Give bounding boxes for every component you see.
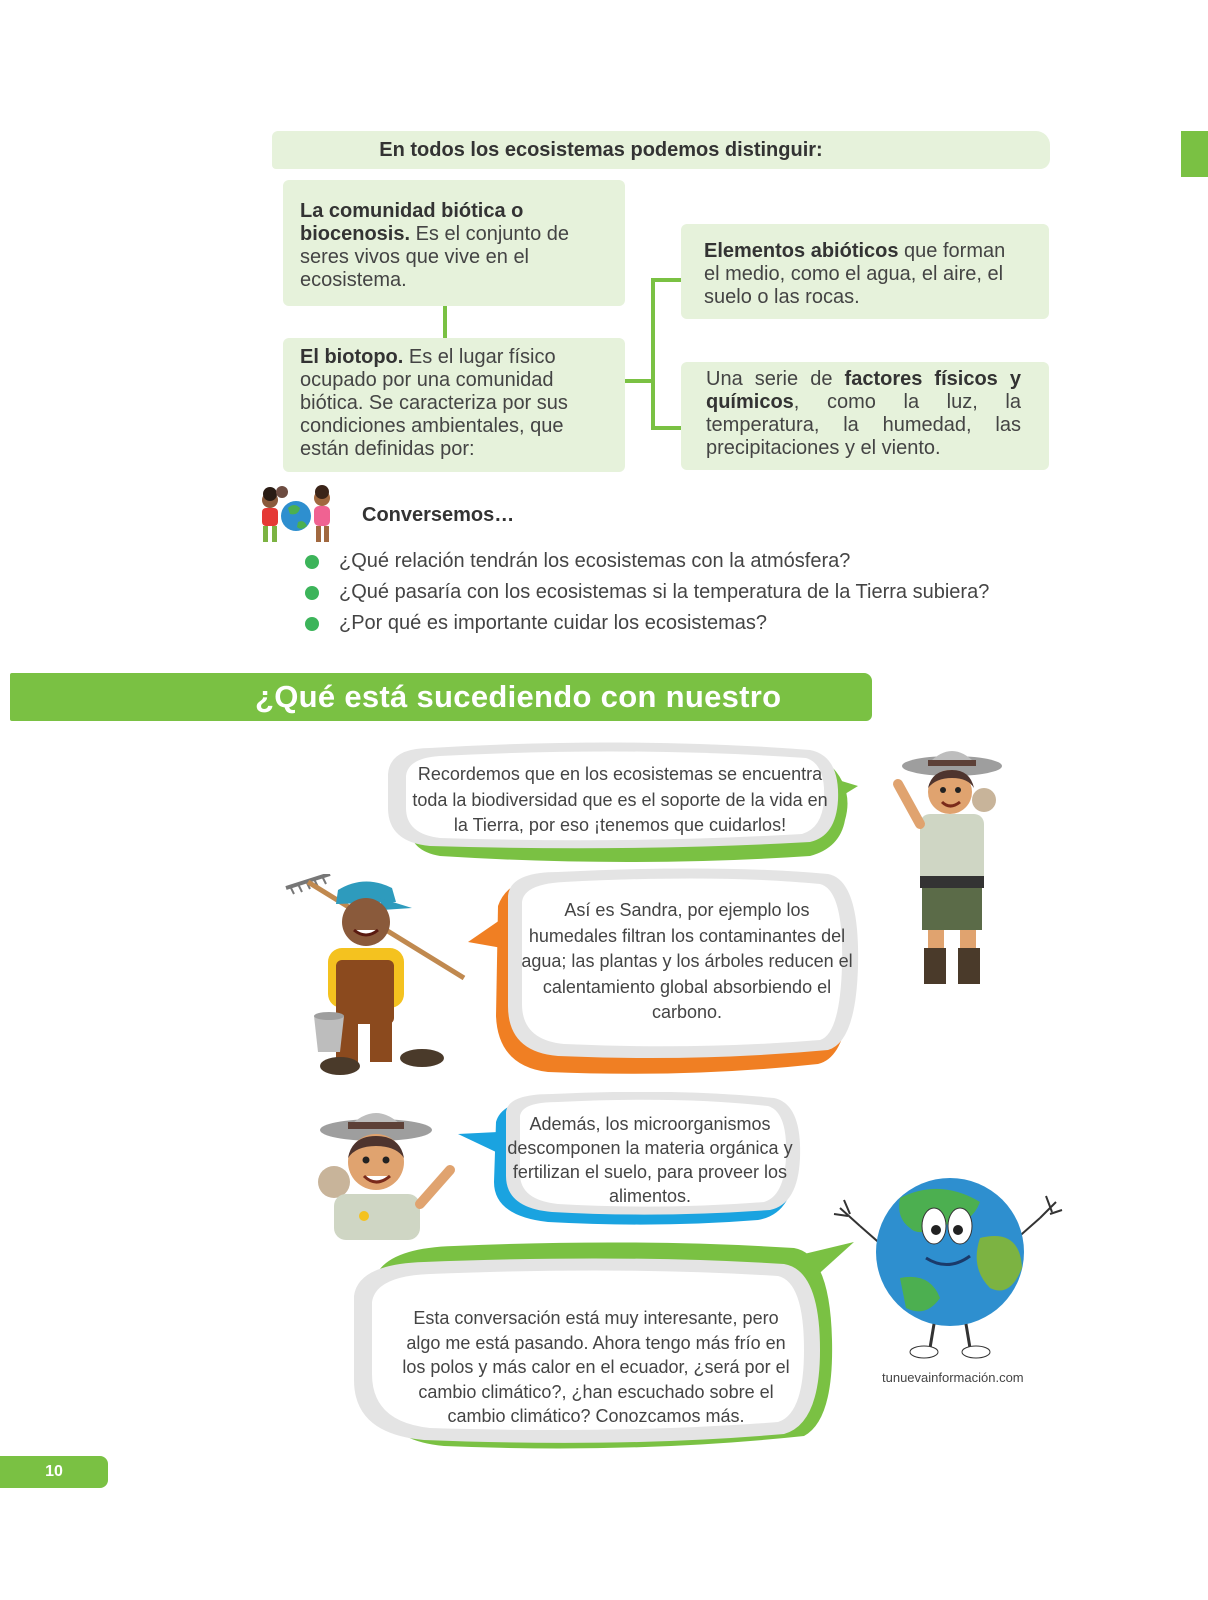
biotope-term: El biotopo. [300,346,404,368]
question-item [305,546,989,577]
connector-bracket-vertical [651,278,655,430]
physical-factors-box [681,362,1049,470]
question-text: ¿Qué relación tendrán los ecosistemas con la atmósfera? [339,550,851,572]
biotope-definition: Es el lugar físico ocupado por una comunidad biótica. Se caracteriza por sus condiciones ambientales, que están definidas por: [300,346,568,460]
biotic-term: La comunidad biótica o biocenosis. [300,200,524,245]
bubble-3-text: Además, los microorganismos descomponen la materia orgánica y fertilizan el suelo, para proveer los alimentos. [507,1114,793,1206]
factors-definition: , como la luz, la temperatura, la humedad, las precipitaciones y el viento. [706,391,1021,459]
concept-header-title: En todos los ecosistemas podemos distinguir: [379,138,823,161]
question-item [305,608,989,639]
factors-term: factores físicos y químicos [706,368,1021,413]
concept-header [272,131,1050,169]
biotic-community-text [300,200,600,292]
connector-bracket-top [651,278,681,282]
page-number-label: 10 [45,1463,63,1480]
question-text: ¿Qué pasaría con los ecosistemas si la temperatura de la Tierra subiera? [339,581,990,603]
bubble-2-text: Así es Sandra, por ejemplo los humedales filtran los contaminantes del agua; las plantas y los árboles reducen el calentamiento global absorbiendo el carbono. [521,900,853,1022]
bullet-dot-icon [305,586,319,600]
discussion-title: Conversemos… [362,504,515,526]
abiotic-elements-box [681,224,1049,319]
bubble-1-text: Recordemos que en los ecosistemas se encuentra toda la biodiversidad que es el soporte de la vida en la Tierra, por eso ¡tenemos que cuidarlos! [412,764,828,835]
section-banner [10,673,872,758]
question-item [305,577,989,608]
discussion-questions [305,546,989,639]
bubble-4-text: Esta conversación está muy interesante, pero algo me está pasando. Ahora tengo más frío en los polos y más calor en el ecuador, ¿será por el cambio climático?, ¿han escuchado sobre el cambio climático? Conozcamos más. [402,1308,790,1426]
bullet-dot-icon [305,555,319,569]
ranger-character-bust [290,1104,462,1240]
abiotic-definition: que forman el medio, como el agua, el aire, el suelo o las rocas. [704,240,1006,308]
factors-intro: Una serie de [706,368,845,390]
abiotic-text [704,240,1024,309]
section-title: ¿Qué está sucediendo con nuestro planeta? [255,679,782,758]
biotic-community-box [283,180,625,306]
abiotic-term: Elementos abióticos [704,240,899,262]
side-tab [1181,131,1208,177]
page-number [0,1456,108,1488]
bullet-dot-icon [305,617,319,631]
ranger-character-full [888,744,1016,1002]
image-credit: tunuevainformación.com [882,1370,1024,1385]
question-text: ¿Por qué es importante cuidar los ecosistemas? [339,612,767,634]
earth-character [830,1168,1070,1368]
connector-vertical-left [443,306,447,338]
connector-bracket-bottom [651,426,681,430]
biotic-definition: Es el conjunto de seres vivos que vive en el ecosistema. [300,223,570,291]
biotope-text [300,346,600,461]
biotope-box [283,338,625,472]
factors-text [706,368,1021,460]
children-globe-illustration [250,478,346,548]
farmer-character [284,874,470,1088]
